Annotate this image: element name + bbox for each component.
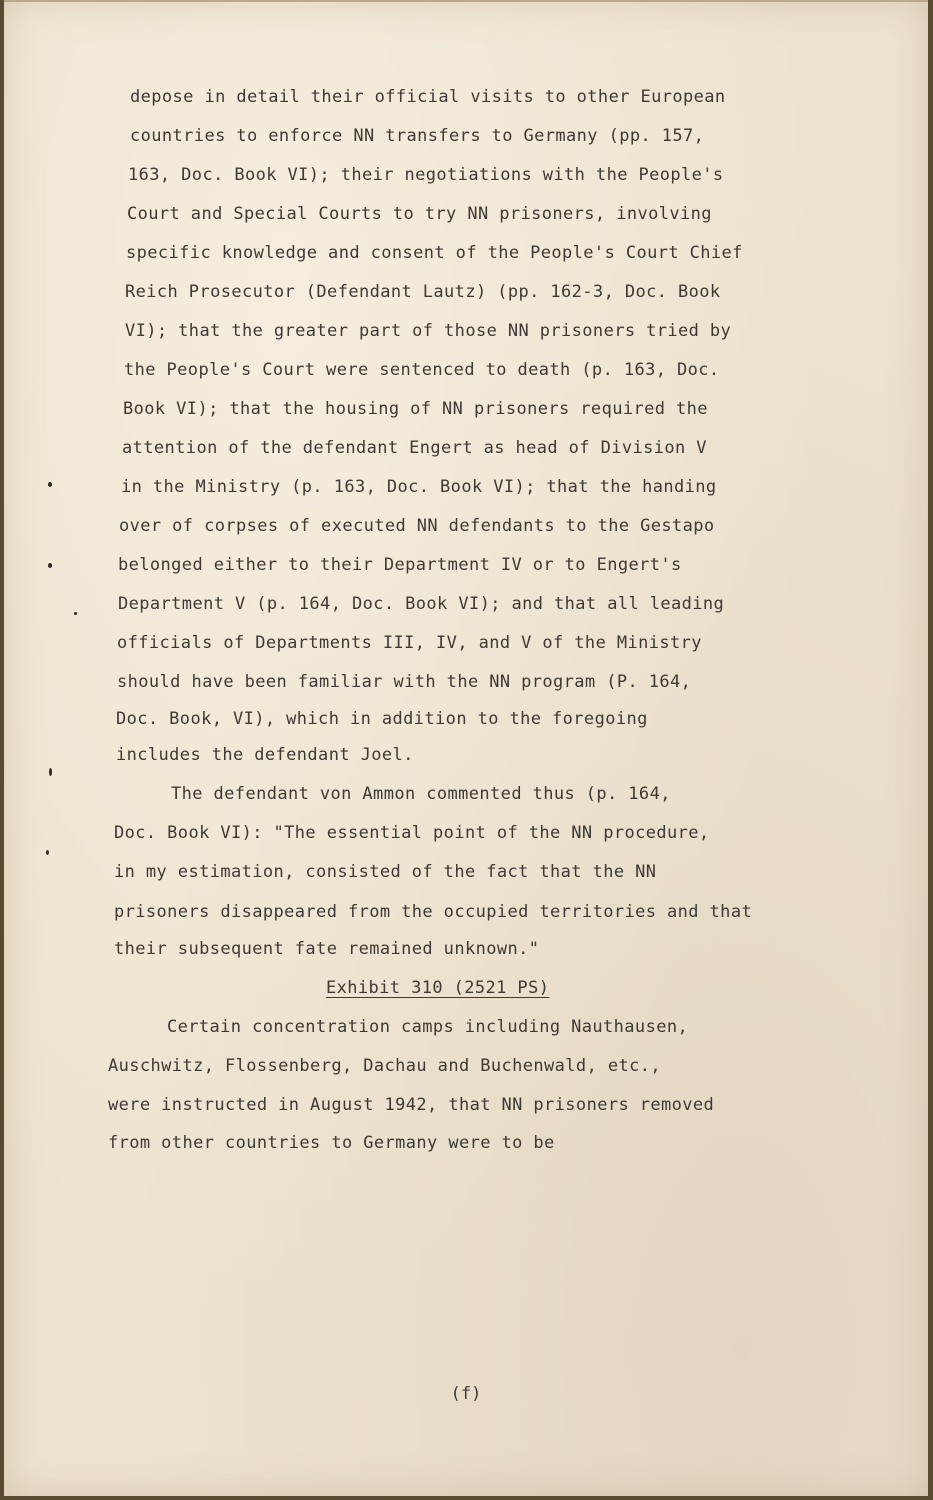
text-line: attention of the defendant Engert as head of Division V — [122, 438, 707, 458]
text-line: depose in detail their official visits to other European — [130, 87, 726, 107]
text-line: officials of Departments III, IV, and V of the Ministry — [117, 633, 702, 653]
margin-mark — [48, 563, 52, 568]
text-line: should have been familiar with the NN program (P. 164, — [117, 672, 692, 692]
text-line: in the Ministry (p. 163, Doc. Book VI); that the handing — [121, 477, 717, 497]
text-line: Court and Special Courts to try NN prisoners, involving — [127, 204, 712, 224]
page-number: (f) — [450, 1384, 482, 1404]
text-line: over of corpses of executed NN defendants to the Gestapo — [119, 516, 715, 536]
text-line: from other countries to Germany were to be — [108, 1133, 555, 1153]
text-line: belonged either to their Department IV or to Engert's — [118, 555, 682, 575]
text-line: Book VI); that the housing of NN prisoners required the — [123, 399, 708, 419]
document-page — [4, 0, 928, 1496]
margin-mark — [48, 482, 52, 487]
text-line: countries to enforce NN transfers to Germany (pp. 157, — [130, 126, 705, 146]
text-line: their subsequent fate remained unknown." — [114, 939, 540, 959]
text-line: specific knowledge and consent of the People's Court Chief — [126, 243, 743, 263]
text-line: Certain concentration camps including Nauthausen, — [167, 1017, 689, 1037]
margin-mark — [46, 850, 49, 855]
exhibit-heading: Exhibit 310 (2521 PS) — [326, 978, 550, 998]
text-line: the People's Court were sentenced to death (p. 163, Doc. — [124, 360, 720, 380]
text-line: Reich Prosecutor (Defendant Lautz) (pp. 162-3, Doc. Book — [125, 282, 721, 302]
text-line: prisoners disappeared from the occupied territories and that — [114, 902, 753, 922]
text-line: in my estimation, consisted of the fact that the NN — [114, 862, 657, 882]
text-line: Auschwitz, Flossenberg, Dachau and Buchenwald, etc., — [108, 1056, 662, 1076]
text-line: Department V (p. 164, Doc. Book VI); and that all leading — [118, 594, 725, 614]
text-line: The defendant von Ammon commented thus (p. 164, — [171, 784, 671, 804]
text-line: Doc. Book VI): "The essential point of the NN procedure, — [114, 823, 710, 843]
margin-mark — [49, 768, 52, 776]
text-line: VI); that the greater part of those NN prisoners tried by — [125, 321, 732, 341]
text-line: includes the defendant Joel. — [116, 745, 414, 765]
text-line: Doc. Book, VI), which in addition to the foregoing — [116, 709, 648, 729]
page-top-edge — [4, 0, 928, 2]
text-line: 163, Doc. Book VI); their negotiations with the People's — [128, 165, 724, 185]
margin-mark — [74, 612, 77, 615]
text-line: were instructed in August 1942, that NN prisoners removed — [108, 1095, 715, 1115]
